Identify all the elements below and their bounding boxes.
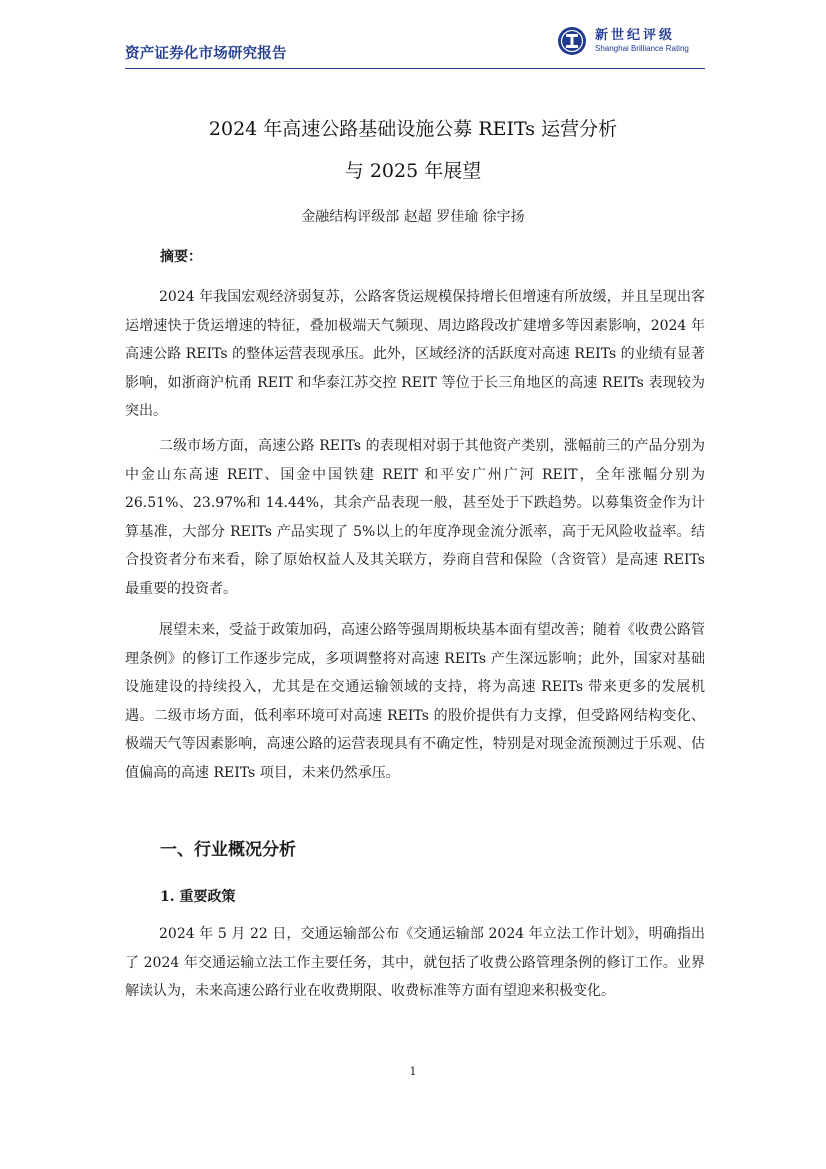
report-series-title: 资产证券化市场研究报告 bbox=[125, 46, 287, 62]
abstract-label: 摘要： bbox=[160, 249, 202, 265]
header-divider bbox=[125, 68, 705, 69]
abstract-paragraph: 展望未来，受益于政策加码，高速公路等强周期板块基本面有望改善；随着《收费公路管理条例》的修订工作逐步完成，多项调整将对高速 REITs 产生深远影响；此外，国家对基础设施建设的持续投入，尤其是在交通运输领域的支持，将为高速 REITs 带来更多的发展机遇。二级市场方面，低利率环境可对高速 REITs 的股价提供有力支撑，但受路网结构变化、极端天气等因素影响，高速公路的运营表现具有不确定性，特别是对现金流预测过于乐观、估值偏高的高速 REITs 项目，未来仍然承压。 bbox=[125, 622, 705, 781]
subsection-heading: 1. 重要政策 bbox=[160, 889, 236, 905]
logo-english-name: Shanghai Brilliance Rating bbox=[595, 44, 689, 53]
section-heading: 一、行业概况分析 bbox=[160, 840, 296, 860]
page-number: 1 bbox=[409, 1065, 417, 1078]
document-title-line1: 2024 年高速公路基础设施公募 REITs 运营分析 bbox=[208, 118, 618, 140]
logo-chinese-name: 新世纪评级 bbox=[595, 28, 676, 43]
brilliance-rating-logo bbox=[557, 22, 697, 62]
abstract-paragraph: 2024 年我国宏观经济弱复苏，公路客货运规模保持增长但增速有所放缓，并且呈现出客运增速快于货运增速的特征，叠加极端天气频现、周边路段改扩建增多等因素影响，2024 年高速公路 REITs 的整体运营表现承压。此外，区域经济的活跃度对高速 REITs 的业绩有显著影响，如浙商沪杭甬 REIT 和华泰江苏交控 REIT 等位于长三角地区的高速 REITs 表现较为突出。 bbox=[125, 289, 705, 419]
brilliance-emblem-icon bbox=[557, 26, 587, 56]
abstract-paragraph: 二级市场方面，高速公路 REITs 的表现相对弱于其他资产类别，涨幅前三的产品分别为中金山东高速 REIT、国金中国铁建 REIT 和平安广州广河 REIT，全年涨幅分别为 26.51%、23.97%和 14.44%，其余产品表现一般，甚至处于下跌趋势。以募集资金作为计算基准，大部分 REITs 产品实现了 5%以上的年度净现金流分派率，高于无风险收益率。结合投资者分布来看，除了原始权益人及其关联方，券商自营和保险（含资管）是高速 REITs 最重要的投资者。 bbox=[125, 438, 705, 597]
page-header bbox=[125, 22, 705, 70]
document-title-line2: 与 2025 年展望 bbox=[344, 160, 482, 182]
body-paragraph: 2024 年 5 月 22 日，交通运输部公布《交通运输部 2024 年立法工作计划》，明确指出了 2024 年交通运输立法工作主要任务，其中，就包括了收费公路管理条例的修订工作。业界解读认为，未来高速公路行业在收费期限、收费标准等方面有望迎来积极变化。 bbox=[125, 926, 705, 999]
authors-line: 金融结构评级部 赵超 罗佳瑜 徐宇扬 bbox=[301, 209, 525, 225]
